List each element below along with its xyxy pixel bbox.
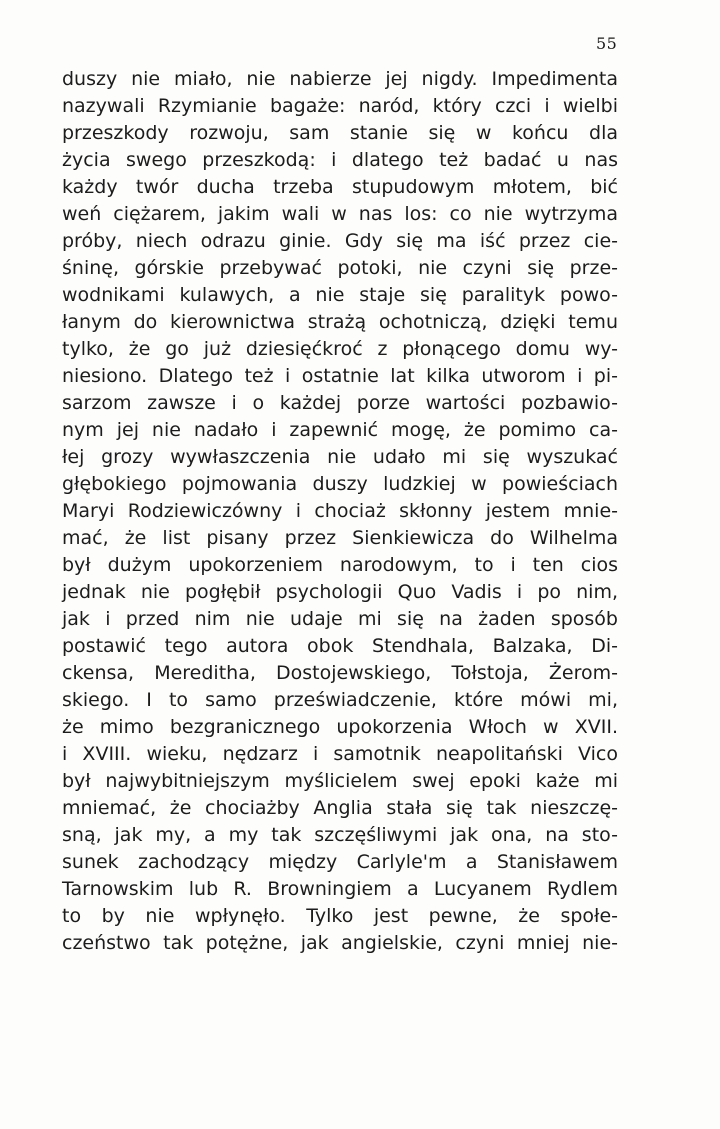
text-line: Maryi Rodziewiczówny i chociaż skłonny jestem mnie- bbox=[62, 500, 618, 522]
text-line: był dużym upokorzeniem narodowym, to i ten cios bbox=[62, 554, 618, 576]
text-line: mać, że list pisany przez Sienkiewicza do Wilhelma bbox=[62, 527, 618, 549]
text-line: Tarnowskim lub R. Browningiem a Lucyanem Rydlem bbox=[62, 878, 618, 900]
text-line: każdy twór ducha trzeba stupudowym młotem, bić bbox=[62, 176, 618, 198]
text-line: to by nie wpłynęło. Tylko jest pewne, że społe- bbox=[62, 905, 618, 927]
text-line: postawić tego autora obok Stendhala, Balzaka, Di- bbox=[62, 635, 618, 657]
text-line: że mimo bezgranicznego upokorzenia Włoch w XVII. bbox=[62, 716, 618, 738]
text-line: życia swego przeszkodą: i dlatego też badać u nas bbox=[62, 149, 618, 171]
text-line: weń ciężarem, jakim wali w nas los: co nie wytrzyma bbox=[62, 203, 618, 225]
text-line: jak i przed nim nie udaje mi się na żaden sposób bbox=[62, 608, 618, 630]
page-number: 55 bbox=[596, 34, 618, 53]
text-line: wodnikami kulawych, a nie staje się paralityk powo- bbox=[62, 284, 618, 306]
text-line: sną, jak my, a my tak szczęśliwymi jak ona, na sto- bbox=[62, 824, 618, 846]
text-line: śninę, górskie przebywać potoki, nie czyni się prze- bbox=[62, 257, 618, 279]
text-line: mniemać, że chociażby Anglia stała się tak nieszczę- bbox=[62, 797, 618, 819]
text-line: tylko, że go już dziesięćkroć z płonącego domu wy- bbox=[62, 338, 618, 360]
text-line: łanym do kierownictwa strażą ochotniczą, dzięki temu bbox=[62, 311, 618, 333]
text-line: łej grozy wywłaszczenia nie udało mi się wyszukać bbox=[62, 446, 618, 468]
text-line: ckensa, Mereditha, Dostojewskiego, Tołstoja, Żerom- bbox=[62, 662, 618, 684]
text-line: przeszkody rozwoju, sam stanie się w końcu dla bbox=[62, 122, 618, 144]
text-line: sarzom zawsze i o każdej porze wartości pozbawio- bbox=[62, 392, 618, 414]
text-line: niesiono. Dlatego też i ostatnie lat kilka utworom i pi- bbox=[62, 365, 618, 387]
text-line: nym jej nie nadało i zapewnić mogę, że pomimo ca- bbox=[62, 419, 618, 441]
text-line: sunek zachodzący między Carlyle'm a Stanisławem bbox=[62, 851, 618, 873]
text-line: duszy nie miało, nie nabierze jej nigdy. Impedimenta bbox=[62, 68, 618, 90]
text-line: skiego. I to samo przeświadczenie, które mówi mi, bbox=[62, 689, 618, 711]
text-line: był najwybitniejszym myślicielem swej epoki każe mi bbox=[62, 770, 618, 792]
text-line: jednak nie pogłębił psychologii Quo Vadis i po nim, bbox=[62, 581, 618, 603]
text-line: i XVIII. wieku, nędzarz i samotnik neapolitański Vico bbox=[62, 743, 618, 765]
text-line: głębokiego pojmowania duszy ludzkiej w powieściach bbox=[62, 473, 618, 495]
body-text bbox=[62, 66, 618, 957]
text-line: próby, niech odrazu ginie. Gdy się ma iść przez cie- bbox=[62, 230, 618, 252]
text-line: czeństwo tak potężne, jak angielskie, czyni mniej nie- bbox=[62, 932, 618, 954]
text-line: nazywali Rzymianie bagaże: naród, który czci i wielbi bbox=[62, 95, 618, 117]
